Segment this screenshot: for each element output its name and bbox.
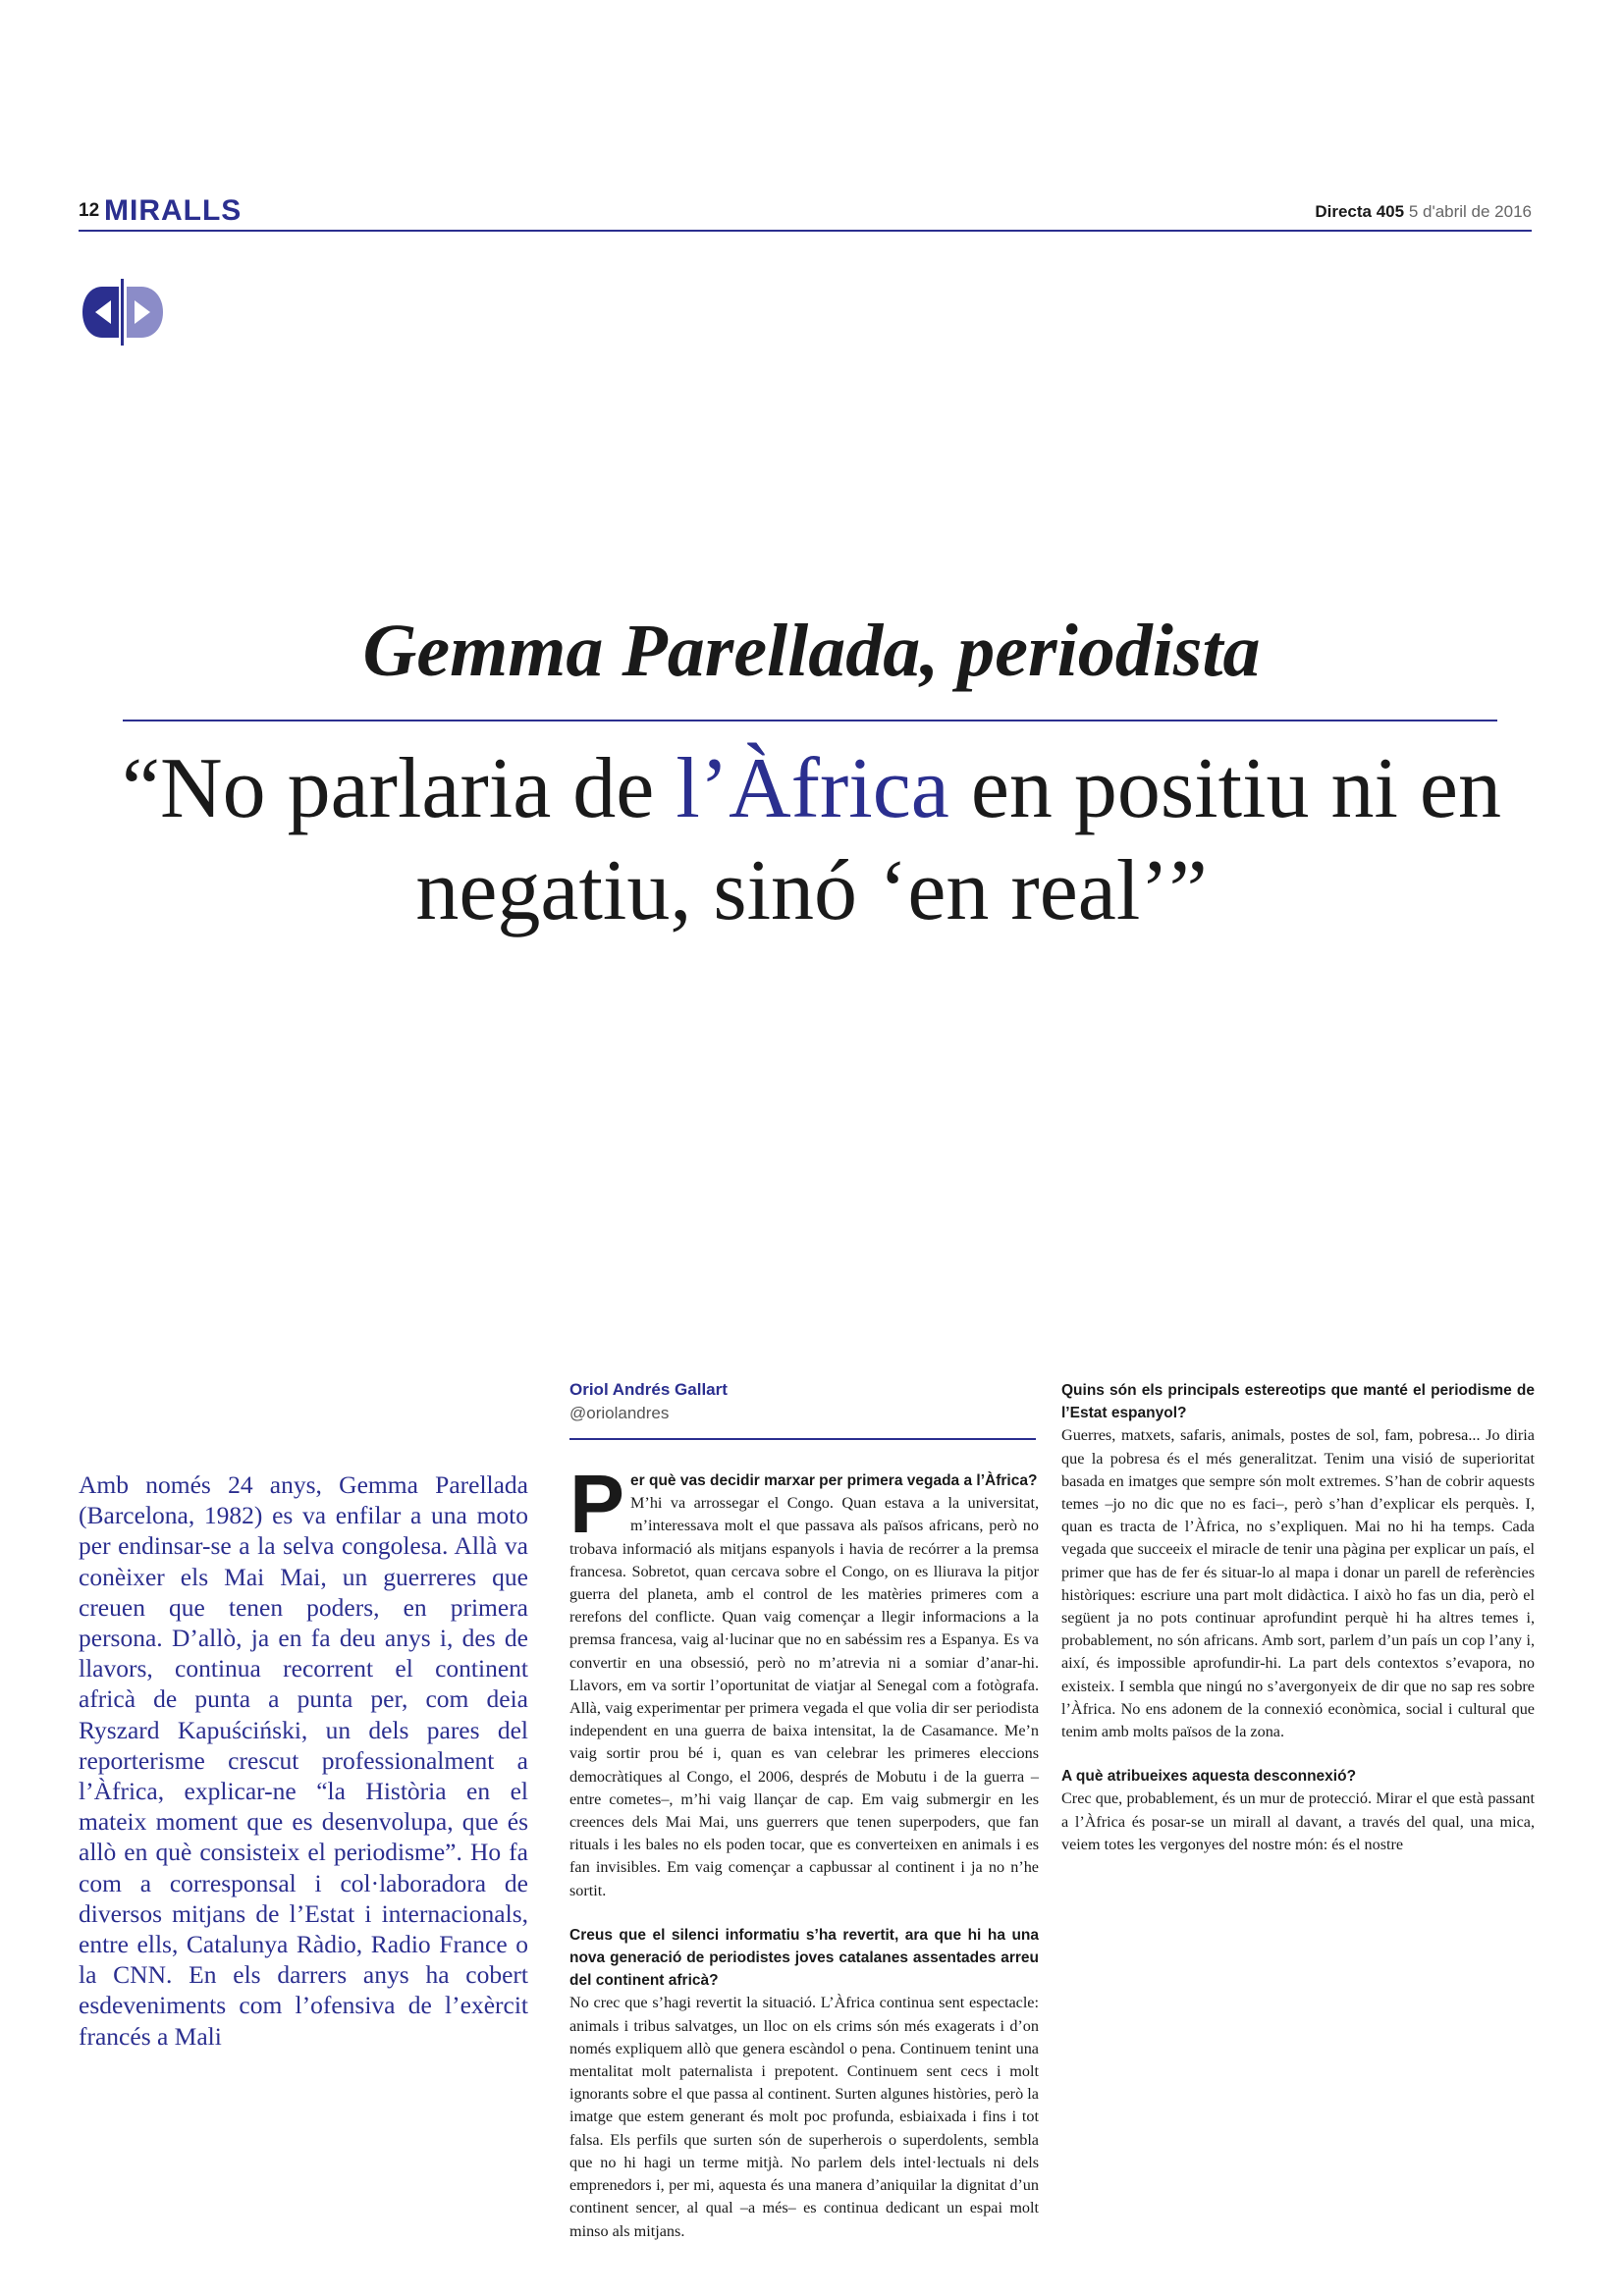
- page-header: [79, 194, 1532, 230]
- issue-date: 5 d'abril de 2016: [1408, 202, 1532, 221]
- issue-info: [1315, 202, 1532, 222]
- headline-text-before: “No parlaria de: [121, 741, 676, 836]
- publication-name: Directa 405: [1315, 202, 1405, 221]
- header-rule: [79, 230, 1532, 232]
- headline-text-after: en positiu ni en negatiu, sinó ‘en real’”: [415, 741, 1501, 938]
- answer-paragraph-4: [1061, 1765, 1535, 1856]
- answer-paragraph-1: [569, 1458, 1039, 1902]
- section-title: MIRALLS: [104, 194, 243, 227]
- question-1: er què vas decidir marxar per primera vegada a l’Àfrica?: [630, 1472, 1038, 1489]
- question-2: Creus que el silenci informatiu s’ha revertit, ara que hi ha una nova generació de periodistes joves catalanes assentades arreu del continent africà?: [569, 1926, 1039, 1990]
- answer-paragraph-3: [1061, 1379, 1535, 1743]
- byline-rule: [569, 1438, 1036, 1440]
- answer-2: No crec que s’hagi revertit la situació. L’Àfrica continua sent espectacle: animals i tribus salvatges, un lloc on els crims són més exagerats i d’on només expliquem allò que genera escàndol o pena. Continuem tenint una mentalitat molt paternalista i prepotent. Continuem sent cecs i molt ignorants sobre el que passa al continent. Surten algunes històries, però la imatge que estem generant és molt poc profunda, esbiaixada i fins i tot falsa. Els perfils que surten són de superherois o superdolents, sembla que no hi hagi un terme mitjà. No parlem dels intel·lectuals ni dels emprenedors i, per mi, aquesta és una manera d’aniquilar la dignitat d’un continent sencer, al qual –a més– es continua dedicant un espai molt minso als mitjans.: [569, 1994, 1039, 2240]
- headline-highlight: l’Àfrica: [676, 741, 949, 836]
- drop-cap: P: [569, 1458, 625, 1550]
- interview-column-1: [569, 1458, 1039, 2265]
- answer-3: Guerres, matxets, safaris, animals, postes de sol, fam, pobresa... Jo diria que la pobresa és el més generalitzat. Tenim una visió de superioritat basada en imatges que sempre són molt extremes. S’han de cobrir aquests temes –jo no dic que no es faci–, però s’han d’explicar els perquès. I, quan es tracta de l’Àfrica, no s’expliquen. Mai no hi ha temps. Cada vegada que succeeix el miracle de tenir una pàgina per explicar un país, el primer que has de fer és situar-lo al mapa i donar un parell de referències històriques: escriure una part molt didàctica. I això ho fas un dia, però el següent ja no pots continuar aprofundint perquè hi ha altres temes i, probablement, no són africans. Amb sort, parlem d’un país un cop l’any i, així, és impossible aprofundir-hi. La part dels contextos s’evapora, no existeix. I sembla que ningú no s’avergonyeix de dir que no sap res sobre l’Àfrica. No ens adonem de la connexió econòmica, social i cultural que tenim amb molts països de la zona.: [1061, 1426, 1535, 1741]
- page-number: 12: [79, 200, 100, 221]
- headline: [0, 738, 1623, 942]
- answer-1: M’hi va arrossegar el Congo. Quan estava a la universitat, m’interessava molt el que passava als països africans, però no trobava informació als mitjans espanyols i havia de recórrer a la premsa francesa. Sobretot, quan cercava sobre el Congo, on es lliurava la pitjor guerra del planeta, amb el control de les matèries primeres com a rerefons del conflicte. Quan vaig començar a llegir informacions a la premsa francesa, vaig al·lucinar que no en sabéssim res a Espanya. Es va convertir en una obsessió, però no m’atrevia ni a somiar d’anar-hi. Llavors, em va sortir l’oportunitat de viatjar al Senegal com a fotògrafa. Allà, vaig experimentar per primera vegada el que volia dir ser periodista independent en una guerra de baixa intensitat, la de Casamance. Me’n vaig sortir prou bé i, quan es van celebrar les primeres eleccions democràtiques al Congo, el 2006, després de Mobutu i de la guerra –entre cometes–, m’hi vaig llançar de cap. Em vaig submergir en les creences dels Mai Mai, uns guerrers que tenen superpoders, que fan rituals i les bales no els poden tocar, que es converteixen en animals i es fan invisibles. Em vaig començar a capbussar al continent i ja no n’he sortit.: [569, 1494, 1039, 1899]
- author-handle: @oriolandres: [569, 1404, 670, 1422]
- byline: [569, 1380, 1036, 1423]
- question-3: Quins són els principals estereotips que manté el periodisme de l’Estat espanyol?: [1061, 1382, 1535, 1422]
- question-4: A què atribueixes aquesta desconnexió?: [1061, 1768, 1357, 1786]
- play-back-forward-logo-icon: [79, 279, 167, 346]
- author-name: Oriol Andrés Gallart: [569, 1380, 728, 1399]
- interview-kicker: Gemma Parellada, periodista: [362, 610, 1261, 692]
- answer-4: Crec que, probablement, és un mur de protecció. Mirar el que està passant a l’Àfrica és posar-se un mirall al davant, a través del qual, una mica, veiem totes les vergonyes del nostre món: és el nostre: [1061, 1789, 1535, 1853]
- answer-paragraph-2: [569, 1924, 1039, 2243]
- interview-column-2: [1061, 1379, 1535, 1878]
- title-rule: [123, 720, 1497, 721]
- intro-paragraph: Amb només 24 anys, Gemma Parellada (Barcelona, 1982) es va enfilar a una moto per endinsar-se a la selva congolesa. Allà va conèixer els Mai Mai, un guerreres que creuen que tenen poders, en primera persona. D’allò, ja en fa deu anys i, des de llavors, continua recorrent el continent africà de punta a punta per, com deia Ryszard Kapuściński, un dels pares del reporterisme crescut professionalment a l’Àfrica, explicar-ne “la Història en el mateix moment que es desenvolupa, que és allò en què consisteix el periodisme”. Ho fa com a corresponsal i col·laboradora de diversos mitjans de l’Estat i internacionals, entre ells, Catalunya Ràdio, Radio France o la CNN. En els darrers anys ha cobert esdeveniments com l’ofensiva de l’exèrcit francés a Mali: [79, 1470, 528, 2051]
